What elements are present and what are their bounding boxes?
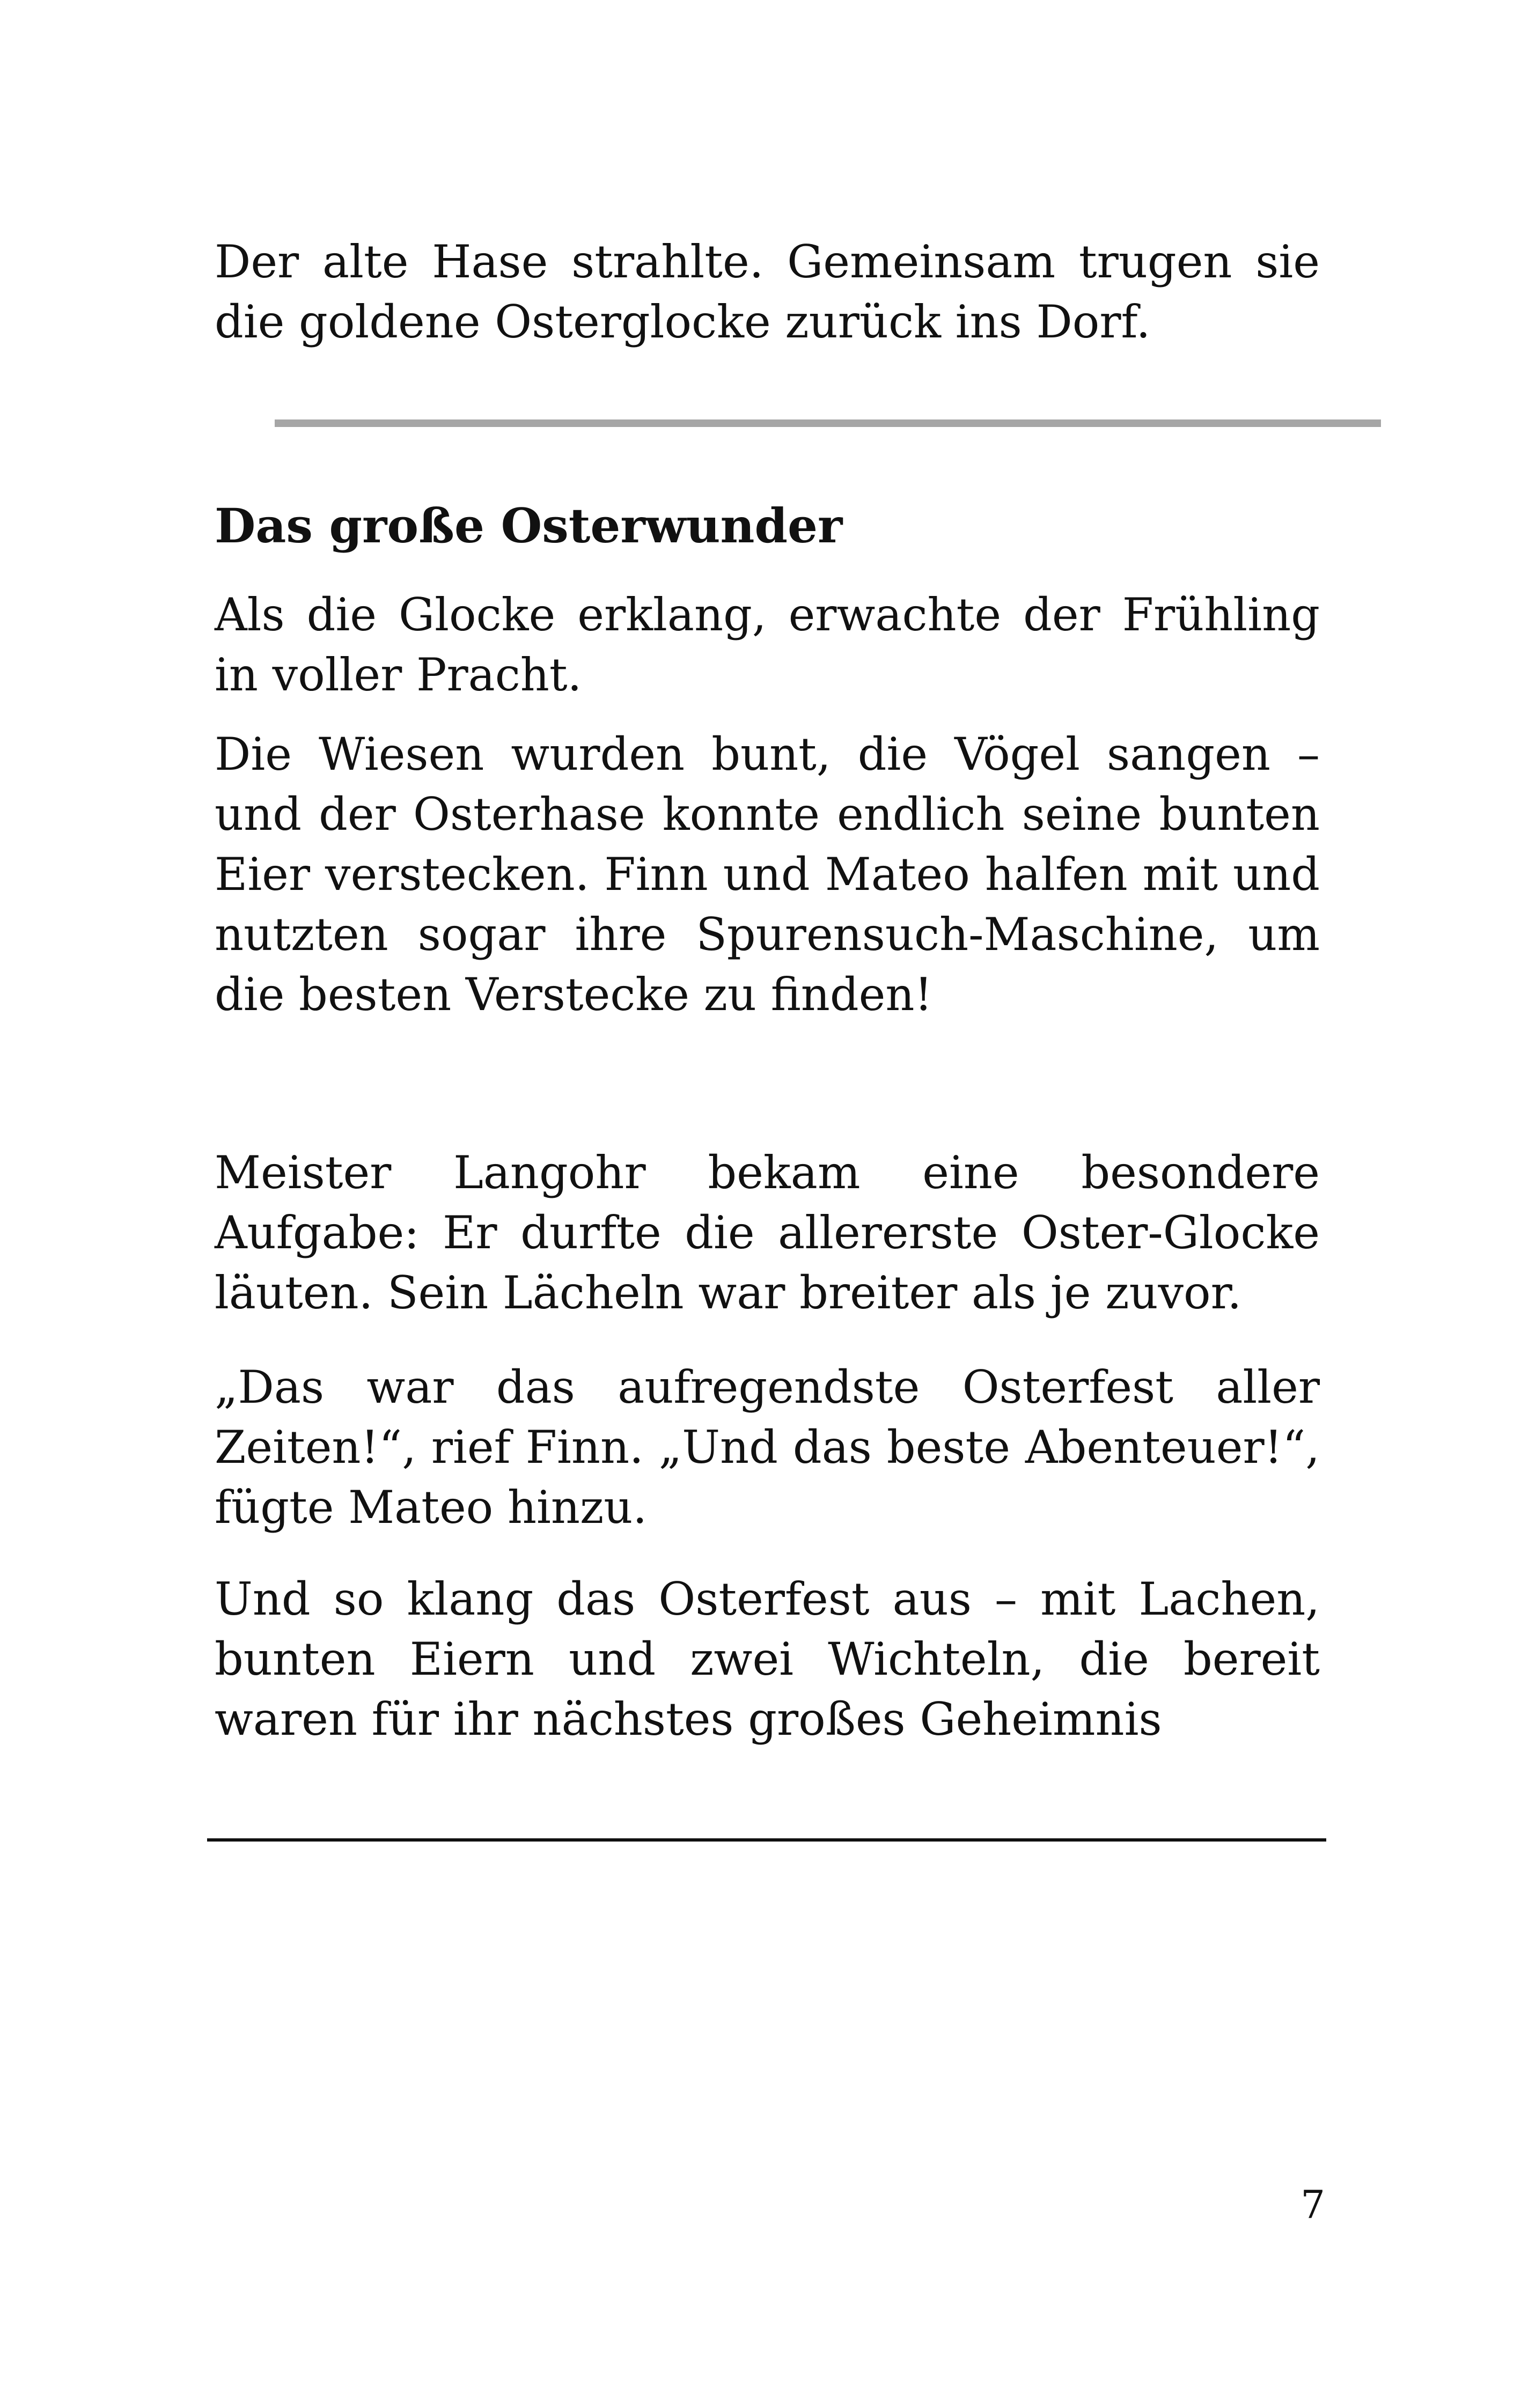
paragraph-meadows: Die Wiesen wurden bunt, die Vögel sangen – und der Osterhase konnte endlich seine bunten Eier verstecken. Finn und Mateo halfen mit und nutzten sogar ihre Spurensuch-Maschine, um die besten Verstecke zu finden!	[215, 728, 1320, 1021]
end-rule	[207, 1838, 1326, 1842]
section-divider	[275, 419, 1381, 427]
paragraph-ending: Und so klang das Osterfest aus – mit Lachen, bunten Eiern und zwei Wichteln, die bereit waren für ihr nächstes großes Geheimnis	[215, 1573, 1320, 1746]
paragraph-quotes: „Das war das aufregendste Osterfest aller Zeiten!“, rief Finn. „Und das beste Abenteuer!“, fügte Mateo hinzu.	[215, 1361, 1320, 1534]
paragraph-bell: Als die Glocke erklang, erwachte der Frühling in voller Pracht.	[215, 588, 1320, 701]
page-number: 7	[1300, 2182, 1325, 2227]
paragraph-intro: Der alte Hase strahlte. Gemeinsam trugen sie die goldene Osterglocke zurück ins Dorf.	[215, 235, 1320, 348]
paragraph-langohr: Meister Langohr bekam eine besondere Aufgabe: Er durfte die allererste Oster-Glocke läuten. Sein Lächeln war breiter als je zuvor.	[215, 1146, 1320, 1319]
section-heading: Das große Osterwunder	[215, 498, 843, 554]
